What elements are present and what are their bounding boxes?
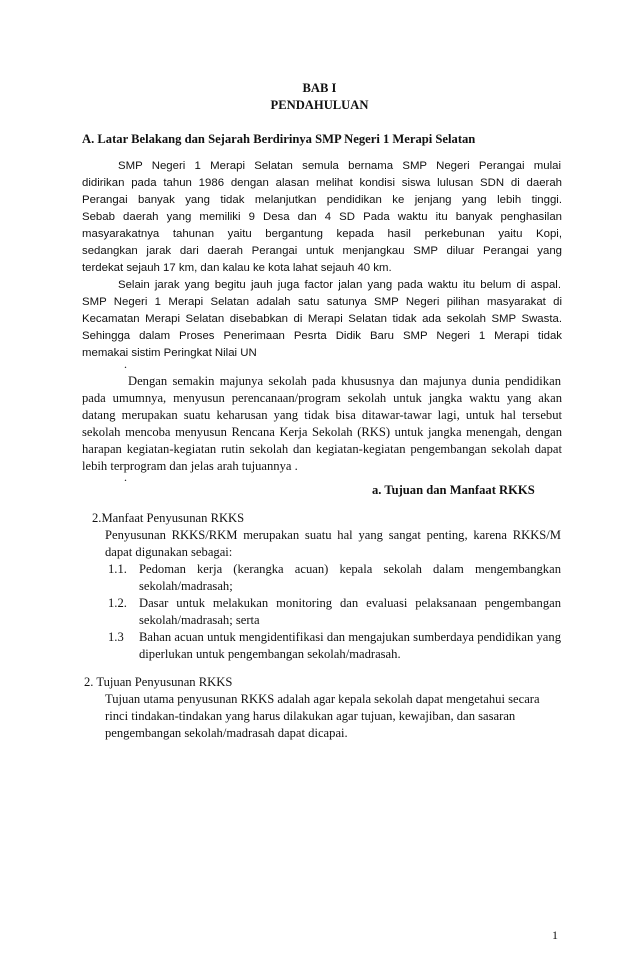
- para3-line: Dengan semakin majunya sekolah pada khususnya dan majunya dunia pendidikan: [128, 374, 561, 388]
- para2-line: memakai sistim Peringkat Nilai UN: [82, 347, 257, 359]
- tujuan-line: pengembangan sekolah/madrasah dapat dicapai.: [105, 726, 348, 740]
- para1-line: masyarakatnya tahunan yaitu bergantung kepada hasil perkebunan yaitu Kopi,: [82, 228, 562, 240]
- chapter-title: PENDAHULUAN: [270, 98, 369, 112]
- stray-dot: .: [124, 357, 127, 371]
- para3-line: pada umumnya, menyusun perencanaan/program sekolah untuk jangka waktu yang akan: [82, 391, 562, 405]
- para1-line: SMP Negeri 1 Merapi Selatan semula bernama SMP Negeri Perangai mulai: [118, 160, 561, 172]
- para1-line: sedangkan jarak dari daerah Perangai untuk menjangkau SMP diluar Perangai yang: [82, 245, 562, 257]
- para1-line: terdekat sejauh 17 km, dan kalau ke kota lahat sejauh 40 km.: [82, 262, 392, 274]
- tujuan-line: rinci tindakan-tindakan yang harus dilakukan agar tujuan, kewajiban, dan sasaran: [105, 709, 516, 723]
- manfaat-heading: 2.Manfaat Penyusunan RKKS: [92, 511, 245, 525]
- manfaat-intro-line: Penyusunan RKKS/RKM merupakan suatu hal yang sangat penting, karena RKKS/M: [105, 528, 561, 542]
- item-line: diperlukan untuk pengembangan sekolah/madrasah.: [139, 647, 401, 661]
- item-line: Pedoman kerja (kerangka acuan) kepala sekolah dalam mengembangkan: [139, 562, 561, 576]
- para2-line: SMP Negeri 1 Merapi Selatan adalah satu satunya SMP Negeri pilihan masyarakat di: [82, 296, 562, 308]
- para3-line: harapan kegiatan-kegiatan rutin sekolah dan kegiatan-kegiatan pengembangan sekolah dapat: [82, 442, 562, 456]
- item-number: 1.1.: [108, 562, 127, 576]
- para2-line: Kecamatan Merapi Selatan disebabkan di Merapi Selatan tidak ada sekolah SMP Swasta.: [82, 313, 562, 325]
- item-number: 1.2.: [108, 596, 127, 610]
- chapter-label: BAB I: [302, 81, 337, 95]
- para3-line: datang merupakan suatu keharusan yang tidak bisa ditawar-tawar lagi, untuk hal tersebut: [82, 408, 562, 422]
- item-line: sekolah/madrasah;: [139, 579, 233, 593]
- item-line: Dasar untuk melakukan monitoring dan evaluasi pelaksanaan pengembangan: [139, 596, 561, 610]
- manfaat-intro-line: dapat digunakan sebagai:: [105, 545, 233, 559]
- para3-line: lebih terprogram dan jelas arah tujuannya .: [82, 459, 298, 473]
- section-a-heading: A. Latar Belakang dan Sejarah Berdirinya SMP Negeri 1 Merapi Selatan: [82, 132, 476, 146]
- para1-line: Sebab daerah yang memiliki 9 Desa dan 4 SD Pada waktu itu banyak penghasilan: [82, 211, 562, 223]
- para3-line: sekolah mencoba menyusun Rencana Kerja Sekolah (RKS) untuk jangka menengah, dengan: [82, 425, 562, 439]
- tujuan-manfaat-heading: a. Tujuan dan Manfaat RKKS: [372, 483, 535, 497]
- para1-line: didirikan pada tahun 1986 dengan alasan melihat kondisi siswa lulusan SDN di daerah: [82, 177, 562, 189]
- item-line: sekolah/madrasah; serta: [139, 613, 260, 627]
- item-line: Bahan acuan untuk mengidentifikasi dan mengajukan sumberdaya pendidikan yang: [139, 630, 561, 644]
- tujuan-heading: 2. Tujuan Penyusunan RKKS: [84, 675, 233, 689]
- para1-line: Perangai banyak yang tidak melanjutkan pendidikan ke jenjang yang lebih tinggi.: [82, 194, 562, 206]
- item-number: 1.3: [108, 630, 124, 644]
- page-number: 1: [552, 928, 558, 942]
- stray-dot: .: [124, 470, 127, 484]
- para2-line: Selain jarak yang begitu jauh juga factor jalan yang pada waktu itu belum di aspal.: [118, 279, 561, 291]
- tujuan-line: Tujuan utama penyusunan RKKS adalah agar kepala sekolah dapat mengetahui secara: [105, 692, 540, 706]
- para2-line: Sehingga dalam Proses Penerimaan Pesrta Didik Baru SMP Negeri 1 Merapi tidak: [82, 330, 562, 342]
